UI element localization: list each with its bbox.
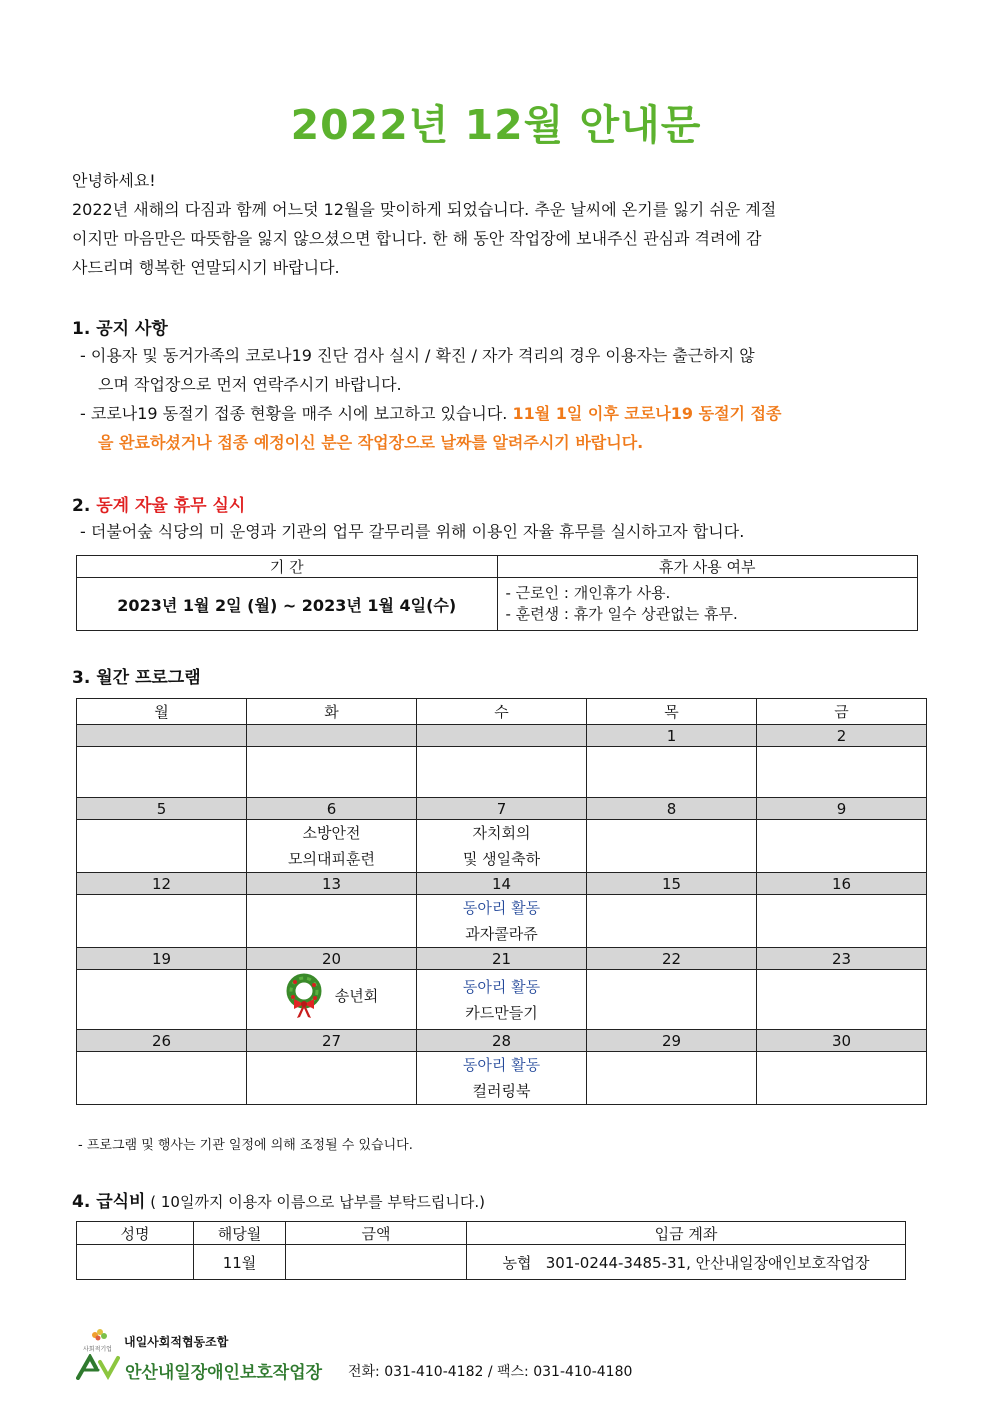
header-name: 성명 — [77, 1222, 194, 1245]
week-1-events — [77, 747, 927, 798]
week-3-events — [77, 895, 927, 948]
intro-line-2: 이지만 마음만은 따뜻함을 잃지 않으셨으면 합니다. 한 해 동안 작업장에 보내주신 관심과 격려에 감 — [72, 229, 762, 248]
date-cell: 15 — [587, 873, 757, 895]
section4-subtext: ( 10일까지 이용자 이름으로 납부를 부탁드립니다.) — [145, 1193, 485, 1211]
event-cell — [757, 895, 927, 948]
section1-bullets — [80, 341, 922, 457]
event-cell — [417, 970, 587, 1030]
notice-2-highlight: 11월 1일 이후 코로나19 동절기 접종 — [512, 404, 782, 423]
usage-trainee: - 훈련생 : 휴가 일수 상관없는 휴무. — [505, 605, 738, 623]
christmas-wreath-icon — [285, 973, 323, 1019]
event-cell — [757, 1052, 927, 1105]
event-fire-drill-1: 소방안전 — [302, 824, 361, 842]
header-account: 입금 계좌 — [467, 1222, 906, 1245]
event-cell — [247, 895, 417, 948]
week-4-events — [77, 970, 927, 1030]
event-cell — [757, 970, 927, 1030]
notice-1-line-1: - 이용자 및 동거가족의 코로나19 진단 검사 실시 / 확진 / 자가 격리의 경우 이용자는 출근하지 않 — [80, 346, 755, 365]
event-cell — [247, 820, 417, 873]
footer-org-name: 내일사회적협동조합 — [124, 1335, 229, 1349]
date-cell: 26 — [77, 1030, 247, 1052]
event-club-activity: 동아리 활동 — [462, 977, 541, 996]
week-1-dates — [77, 725, 927, 747]
page-title: 2022년 12월 안내문 — [290, 101, 702, 149]
date-cell: 14 — [417, 873, 587, 895]
holiday-period: 2023년 1월 2일 (월) ~ 2023년 1월 4일(수) — [77, 578, 498, 631]
event-cell — [757, 820, 927, 873]
date-cell: 7 — [417, 798, 587, 820]
week-3-dates — [77, 873, 927, 895]
event-cell — [587, 970, 757, 1030]
usage-header: 휴가 사용 여부 — [497, 556, 918, 578]
cell-amount — [286, 1245, 467, 1280]
section3-heading: 3. 월간 프로그램 — [72, 668, 201, 688]
event-club-activity: 동아리 활동 — [462, 899, 541, 917]
date-cell: 2 — [757, 725, 927, 747]
date-cell: 21 — [417, 948, 587, 970]
event-club-detail: 카드만들기 — [465, 1003, 538, 1022]
program-note: - 프로그램 및 행사는 기관 일정에 의해 조정될 수 있습니다. — [78, 1138, 413, 1153]
section2-bullet — [80, 517, 922, 546]
date-cell: 20 — [247, 948, 417, 970]
footer-workshop-name: 안산내일장애인보호작업장 — [125, 1363, 323, 1383]
cell-name — [77, 1245, 194, 1280]
intro-line-3: 사드리며 행복한 연말되시기 바랍니다. — [72, 258, 340, 277]
day-header-thu: 목 — [587, 699, 757, 725]
intro-line-1: 2022년 새해의 다짐과 함께 어느덧 12월을 맞이하게 되었습니다. 추운 날씨에 온기를 잃기 쉬운 계절 — [72, 200, 777, 219]
period-header: 기 간 — [77, 556, 498, 578]
day-header-tue: 화 — [247, 699, 417, 725]
date-cell: 6 — [247, 798, 417, 820]
date-cell — [417, 725, 587, 747]
event-council-2: 및 생일축하 — [462, 850, 541, 868]
intro-paragraph — [72, 166, 922, 282]
event-cell — [77, 895, 247, 948]
event-cell — [587, 820, 757, 873]
date-cell: 16 — [757, 873, 927, 895]
date-cell: 23 — [757, 948, 927, 970]
event-cell — [417, 1052, 587, 1105]
day-header-fri: 금 — [757, 699, 927, 725]
date-cell: 27 — [247, 1030, 417, 1052]
date-cell: 9 — [757, 798, 927, 820]
section4-heading — [72, 1187, 485, 1212]
section1-heading: 1. 공지 사항 — [72, 319, 168, 339]
holiday-table — [76, 555, 918, 631]
year-end-party — [285, 973, 378, 1019]
holiday-description: - 더불어숲 식당의 미 운영과 기관의 업무 갈무리를 위해 이용인 자율 휴무를 실시하고자 합니다. — [80, 522, 745, 541]
section4-title: 4. 급식비 — [72, 1192, 146, 1212]
monthly-calendar — [76, 698, 927, 1105]
event-cell — [417, 895, 587, 948]
event-cell — [247, 747, 417, 798]
day-header-wed: 수 — [417, 699, 587, 725]
event-cell — [77, 747, 247, 798]
notice-2-plain: - 코로나19 동절기 접종 현황을 매주 시에 보고하고 있습니다. — [80, 404, 513, 423]
week-2-dates — [77, 798, 927, 820]
event-council-1: 자치회의 — [472, 824, 531, 842]
meal-fee-table — [76, 1221, 906, 1280]
date-cell: 30 — [757, 1030, 927, 1052]
holiday-usage — [497, 578, 918, 631]
event-club-activity: 동아리 활동 — [462, 1056, 541, 1074]
notice-2-line-1 — [80, 399, 922, 428]
week-2-events — [77, 820, 927, 873]
event-club-detail: 과자콜라쥬 — [465, 925, 538, 943]
section2-heading — [72, 491, 245, 516]
date-cell: 19 — [77, 948, 247, 970]
header-amount: 금액 — [286, 1222, 467, 1245]
section2-number: 2. — [72, 496, 97, 516]
greeting: 안녕하세요! — [72, 171, 156, 190]
date-cell: 5 — [77, 798, 247, 820]
event-cell — [757, 747, 927, 798]
event-year-end-party: 송년회 — [334, 986, 379, 1005]
date-cell — [247, 725, 417, 747]
event-club-detail: 컬러링북 — [472, 1082, 531, 1100]
date-cell: 29 — [587, 1030, 757, 1052]
notice-2-line-2: 을 완료하셨거나 접종 예정이신 분은 작업장으로 날짜를 알려주시기 바랍니다. — [98, 433, 644, 452]
event-cell — [77, 820, 247, 873]
social-enterprise-logo — [82, 1327, 116, 1353]
logo-small-text: 사회적기업 — [83, 1346, 112, 1353]
usage-worker: - 근로인 : 개인휴가 사용. — [505, 584, 671, 602]
date-cell: 28 — [417, 1030, 587, 1052]
date-cell: 1 — [587, 725, 757, 747]
event-cell — [77, 970, 247, 1030]
date-cell — [77, 725, 247, 747]
section2-title: 동계 자율 휴무 실시 — [96, 496, 246, 516]
workshop-logo-icon — [76, 1354, 120, 1380]
day-header-mon: 월 — [77, 699, 247, 725]
event-fire-drill-2: 모의대피훈련 — [288, 850, 375, 868]
footer-contact: 전화: 031-410-4182 / 팩스: 031-410-4180 — [348, 1364, 633, 1380]
week-4-dates — [77, 948, 927, 970]
event-cell — [247, 1052, 417, 1105]
week-5-dates — [77, 1030, 927, 1052]
event-cell — [417, 820, 587, 873]
event-cell — [247, 970, 417, 1030]
week-5-events — [77, 1052, 927, 1105]
date-cell: 13 — [247, 873, 417, 895]
date-cell: 12 — [77, 873, 247, 895]
header-month: 해당월 — [194, 1222, 286, 1245]
date-cell: 22 — [587, 948, 757, 970]
event-cell — [417, 747, 587, 798]
event-cell — [77, 1052, 247, 1105]
notice-1-line-2: 으며 작업장으로 먼저 연락주시기 바랍니다. — [98, 375, 402, 394]
event-cell — [587, 747, 757, 798]
cell-month: 11월 — [194, 1245, 286, 1280]
event-cell — [587, 895, 757, 948]
cell-bank-account: 농협 301-0244-3485-31, 안산내일장애인보호작업장 — [467, 1245, 906, 1280]
event-cell — [587, 1052, 757, 1105]
date-cell: 8 — [587, 798, 757, 820]
